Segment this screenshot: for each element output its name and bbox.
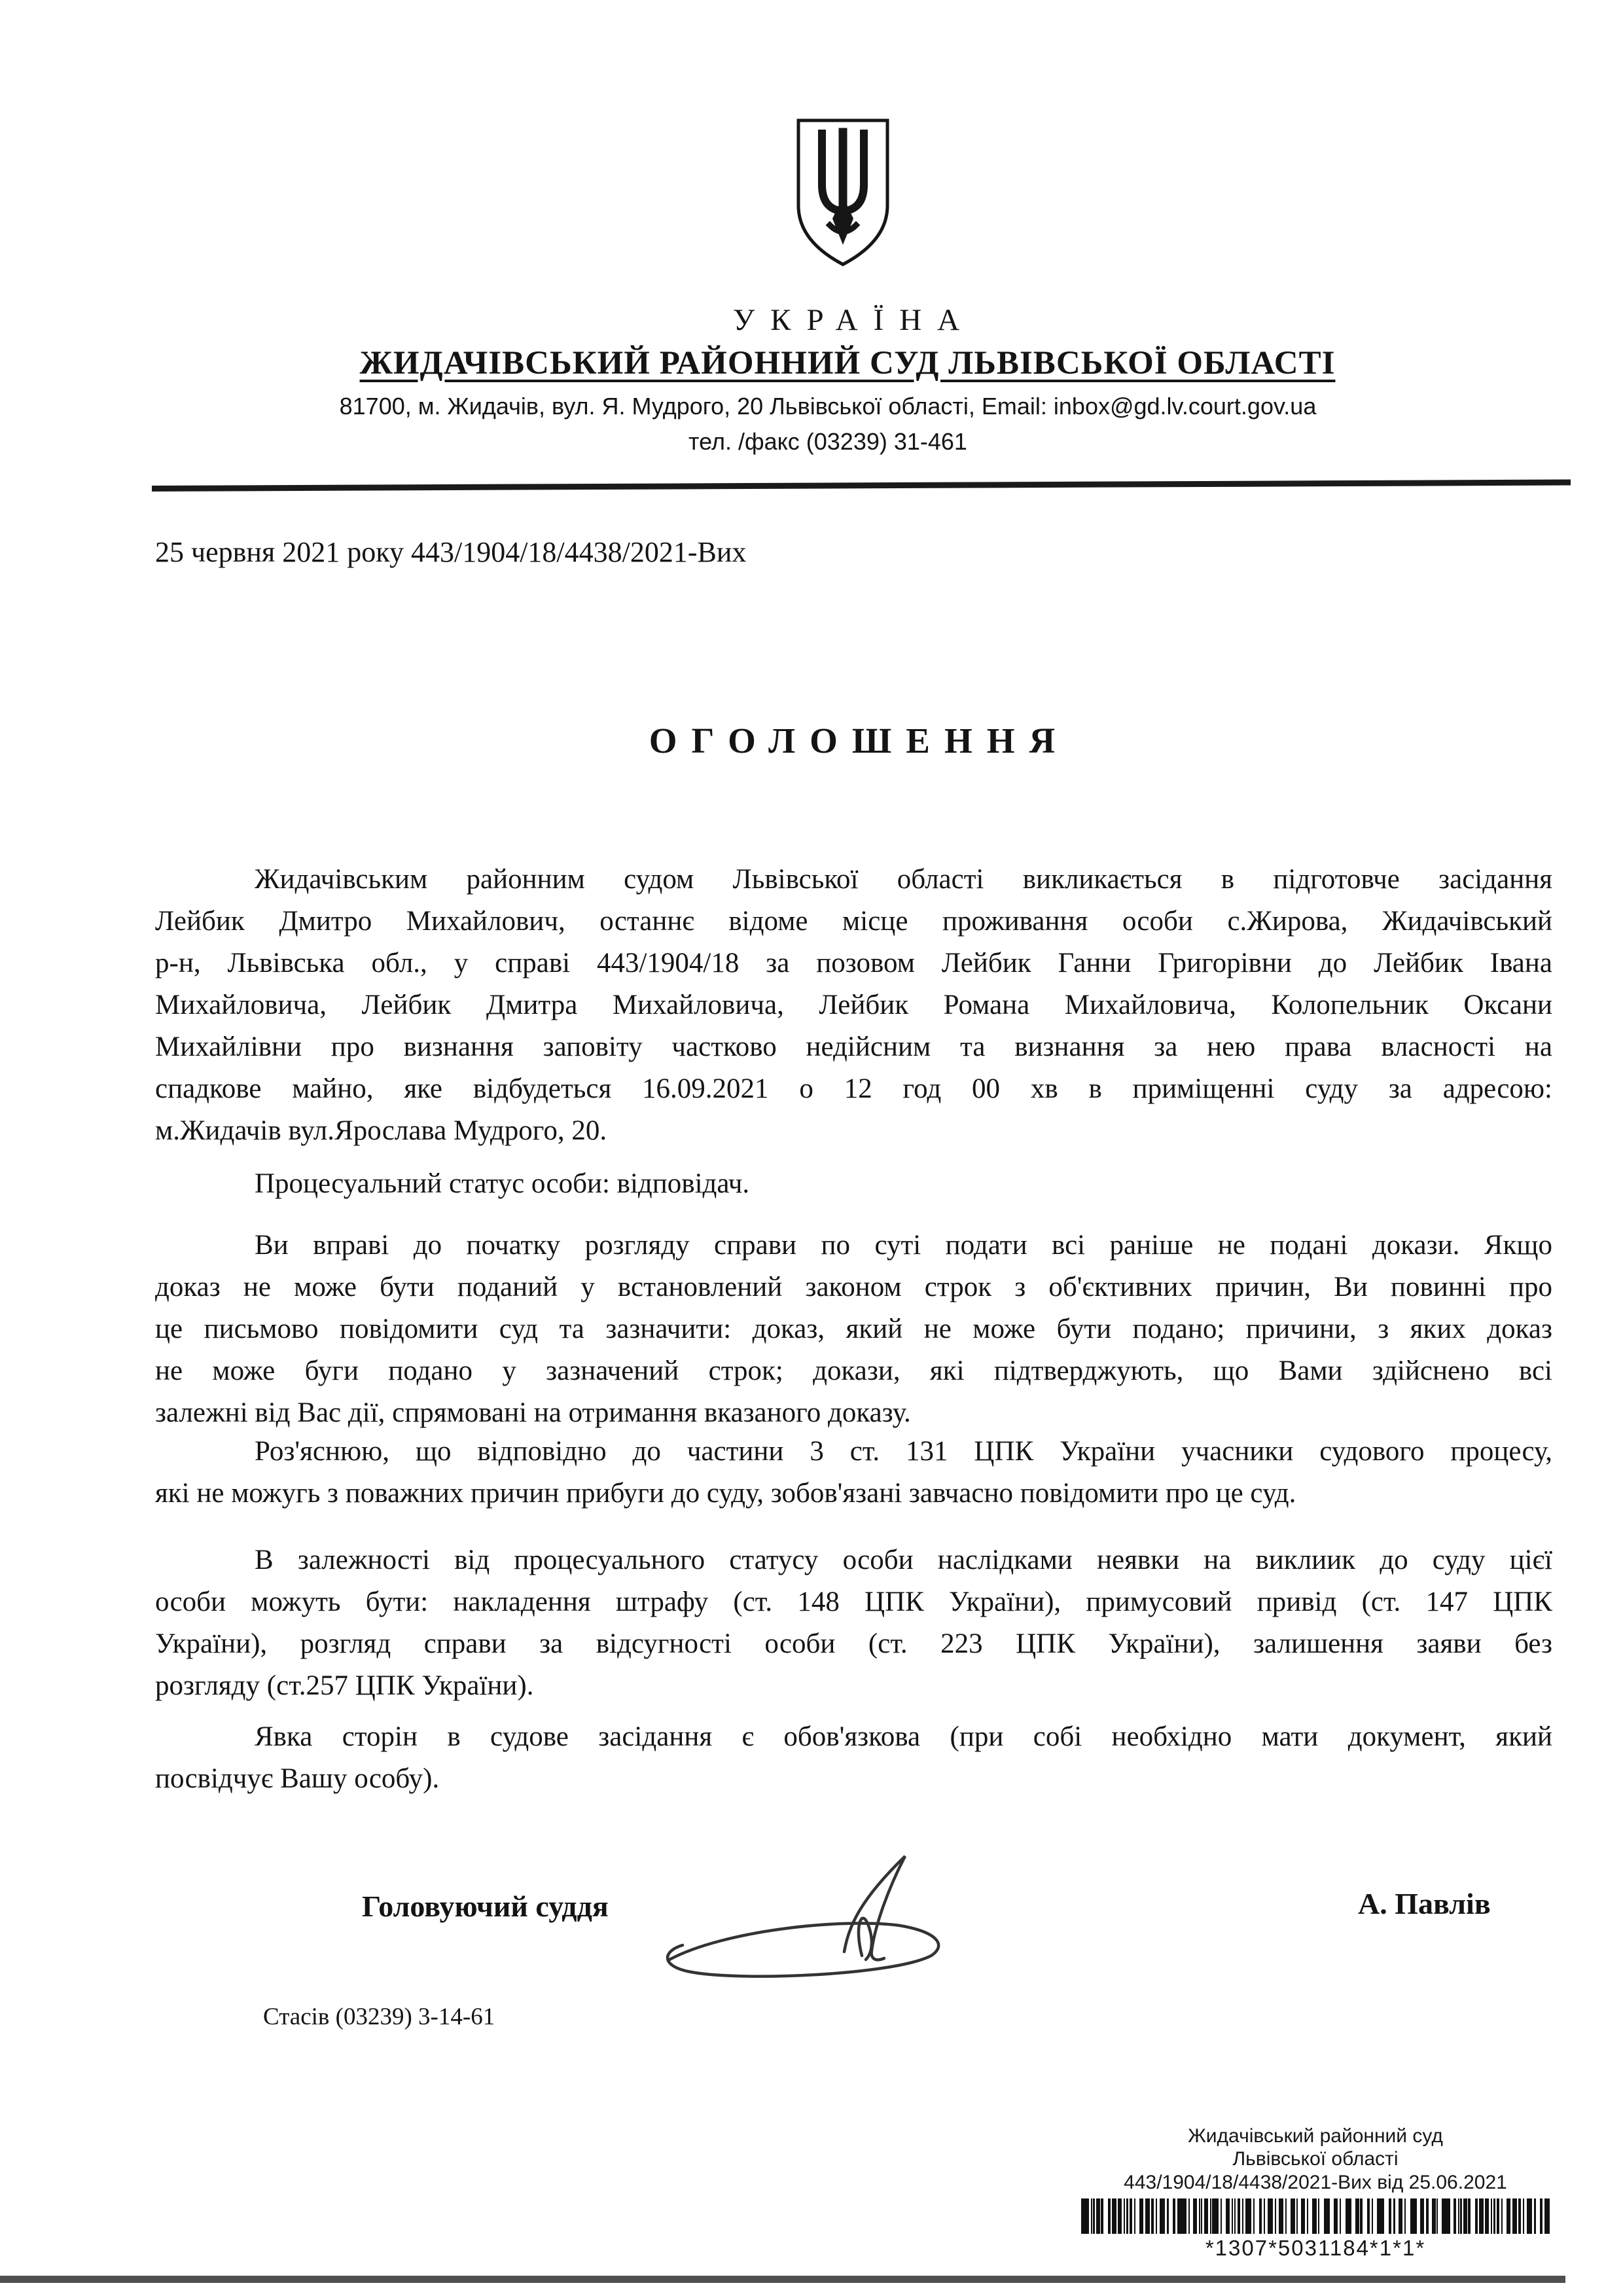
text-line: Михайлівни про визнання заповіту частково недійсним та визнання за нею права власності на <box>155 1031 1552 1062</box>
text-line: В залежності від процесуального статусу особи наслідками неявки на виклиик до суду цієї <box>255 1545 1552 1575</box>
text-line: які не можугь з поважних причин прибуги до суду, зобов'язані завчасно повідомити про це суд. <box>155 1478 1296 1509</box>
paragraph-summons <box>155 859 1552 1152</box>
text-line: р-н, Львівська обл., у справі 443/1904/18 за позовом Лейбик Ганни Григорівни до Лейбик Івана <box>155 948 1552 978</box>
stamp-court-line2: Львівської області <box>1232 2148 1399 2170</box>
text-line: не може буги подано у зазначений строк; докази, які підтверджують, що Вами здійснено всі <box>155 1355 1552 1386</box>
text-line: Жидачівським районним судом Львівської області викликається в підготовче засідання <box>255 864 1552 895</box>
judge-name: А. Павлів <box>1358 1887 1491 1920</box>
text-line: Процесуальний статус особи: відповідач. <box>255 1168 750 1199</box>
court-address: 81700, м. Жидачів, вул. Я. Мудрого, 20 Львівської області, Email: inbox@gd.lv.court.gov.ua <box>339 393 1317 420</box>
ukraine-trident-icon <box>793 117 893 270</box>
scan-artifact-line <box>0 2276 1565 2283</box>
text-line: посвідчує Вашу особу). <box>155 1763 440 1794</box>
text-line: особи можуть бути: накладення штрафу (ст. 148 ЦПК України), примусовий привід (ст. 147 ЦПК <box>155 1587 1552 1617</box>
clerk-contact-line: Стасів (03239) 3-14-61 <box>263 2003 495 2030</box>
registration-stamp <box>1073 2125 1558 2261</box>
text-line: Роз'яснюю, що відповідно до частини 3 ст. 131 ЦПК України учасники судового процесу, <box>255 1436 1552 1467</box>
court-name: ЖИДАЧІВСЬКИЙ РАЙОННИЙ СУД ЛЬВІВСЬКОЇ ОБЛАСТІ <box>359 345 1336 382</box>
barcode-text: *1307*5031184*1*1* <box>1205 2236 1426 2260</box>
paragraph-status <box>155 1163 1552 1205</box>
court-phone: тел. /факс (03239) 31-461 <box>688 428 967 455</box>
text-line: доказ не може бути поданий у встановлений законом строк з об'єктивних причин, Ви повинні про <box>155 1272 1552 1302</box>
paragraph-notice-131 <box>155 1431 1552 1515</box>
paragraph-attendance <box>155 1716 1552 1800</box>
paragraph-consequences <box>155 1539 1552 1707</box>
text-line: м.Жидачів вул.Ярослава Мудрого, 20. <box>155 1115 607 1146</box>
text-line: Ви вправі до початку розгляду справи по суті подати всі раніше не подані докази. Якщо <box>255 1230 1552 1261</box>
text-line: спадкове майно, яке відбудеться 16.09.2021 о 12 год 00 хв в приміщенні суду за адресою: <box>155 1073 1552 1104</box>
text-line: це письмово повідомити суд та зазначити: доказ, який не може бути подано; причини, з яких доказ <box>155 1314 1552 1344</box>
stamp-court-line1: Жидачівський районний суд <box>1188 2125 1443 2147</box>
text-line: залежні від Вас дії, спрямовані на отримання вказаного доказу. <box>155 1397 911 1428</box>
document-title: ОГОЛОШЕННЯ <box>649 721 1070 761</box>
paragraph-evidence <box>155 1225 1552 1434</box>
header-divider-line <box>152 480 1571 492</box>
text-line: розгляду (ст.257 ЦПК України). <box>155 1670 534 1701</box>
judge-signature <box>645 1847 1024 1999</box>
text-line: України), розгляд справи за відсугності особи (ст. 223 ЦПК України), залишення заяви без <box>155 1628 1552 1659</box>
country-name: УКРАЇНА <box>732 303 976 337</box>
text-line: Лейбик Дмитро Михайлович, останнє відоме місце проживання особи с.Жирова, Жидачівський <box>155 906 1552 937</box>
date-reference-line: 25 червня 2021 року 443/1904/18/4438/2021-Вих <box>155 536 747 568</box>
stamp-reference-line: 443/1904/18/4438/2021-Вих від 25.06.2021 <box>1124 2172 1507 2193</box>
barcode <box>1081 2198 1550 2234</box>
text-line: Михайловича, Лейбик Дмитра Михайловича, Лейбик Романа Михайловича, Колопельник Оксани <box>155 990 1552 1020</box>
judge-title-label: Головуючий суддя <box>362 1890 609 1923</box>
text-line: Явка сторін в судове засідання є обов'язкова (при собі необхідно мати документ, який <box>255 1721 1552 1752</box>
